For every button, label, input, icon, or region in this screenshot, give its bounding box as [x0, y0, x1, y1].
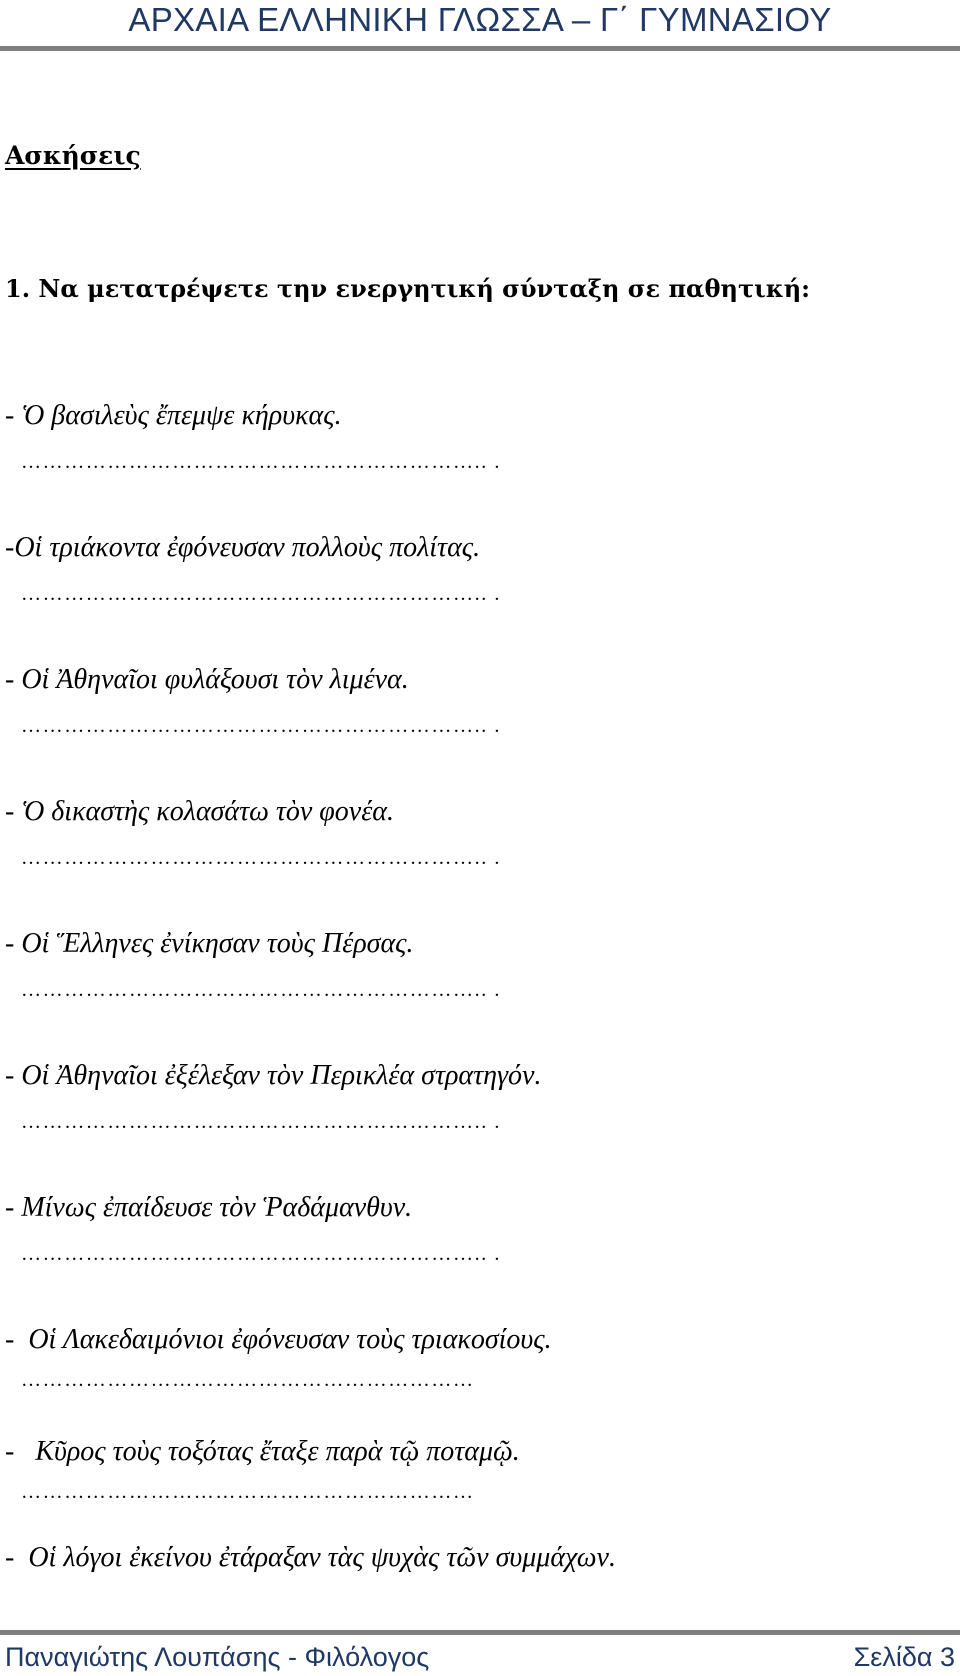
sentence: - Ὁ δικαστὴς κολασάτω τὸν φονέα. — [5, 796, 394, 827]
answer-line: ……………………………………………………… — [21, 1481, 475, 1503]
sentence: - Οἱ Ἀθηναῖοι φυλάξουσι τὸν λιμένα. — [5, 664, 409, 695]
page-number: Σελίδα 3 — [853, 1642, 955, 1672]
exercise-item — [0, 1060, 960, 1192]
answer-line: ……………………………………………………….. . — [21, 451, 501, 473]
sentence: - Μίνως ἐπαίδευσε τὸν Ῥαδάμανθυν. — [5, 1192, 413, 1223]
header-divider — [0, 46, 960, 51]
footer-author: Παναγιώτης Λουπάσης - Φιλόλογος — [5, 1642, 430, 1672]
answer-line: ……………………………………………………….. . — [21, 1243, 501, 1265]
exercise-item — [0, 400, 960, 532]
exercise-item — [0, 928, 960, 1060]
sentence: -Οἱ τριάκοντα ἐφόνευσαν πολλοὺς πολίτας. — [5, 532, 481, 563]
sentence: - Οἱ Ἀθηναῖοι ἐξέλεξαν τὸν Περικλέα στρατηγόν. — [5, 1060, 542, 1091]
answer-line: ……………………………………………………….. . — [21, 583, 501, 605]
exercise-item — [0, 796, 960, 928]
answer-line: ……………………………………………………….. . — [21, 847, 501, 869]
exercise-item — [0, 532, 960, 664]
sentence: - Κῦρος τοὺς τοξότας ἔταξε παρὰ τῷ ποταμῷ. — [5, 1436, 520, 1467]
answer-line: ……………………………………………………….. . — [21, 715, 501, 737]
sentence: - Οἱ λόγοι ἐκείνου ἐτάραξαν τὰς ψυχὰς τῶν συμμάχων. — [5, 1542, 616, 1573]
footer-divider — [0, 1630, 960, 1635]
answer-line: ……………………………………………………….. . — [21, 1111, 501, 1133]
exercise-item — [0, 1542, 960, 1582]
exercise-item — [0, 1192, 960, 1324]
answer-line: ……………………………………………………….. . — [21, 979, 501, 1001]
exercise-list — [0, 400, 960, 1582]
sentence: - Οἱ Ἕλληνες ἐνίκησαν τοὺς Πέρσας. — [5, 928, 414, 959]
document-header-title: ΑΡΧΑΙΑ ΕΛΛΗΝΙΚΗ ΓΛΩΣΣΑ – Γ΄ ΓΥΜΝΑΣΙΟΥ — [128, 1, 832, 38]
exercise-item — [0, 1324, 960, 1436]
exercise-title: 1. Να μετατρέψετε την ενεργητική σύνταξη σε παθητική: — [5, 274, 810, 303]
sentence: - Οἱ Λακεδαιμόνιοι ἐφόνευσαν τοὺς τριακοσίους. — [5, 1324, 552, 1355]
exercise-item — [0, 664, 960, 796]
exercise-item — [0, 1436, 960, 1542]
answer-line: ……………………………………………………… — [21, 1369, 475, 1391]
section-heading: Ασκήσεις — [5, 141, 141, 170]
sentence: - Ὁ βασιλεὺς ἔπεμψε κήρυκας. — [5, 400, 342, 431]
